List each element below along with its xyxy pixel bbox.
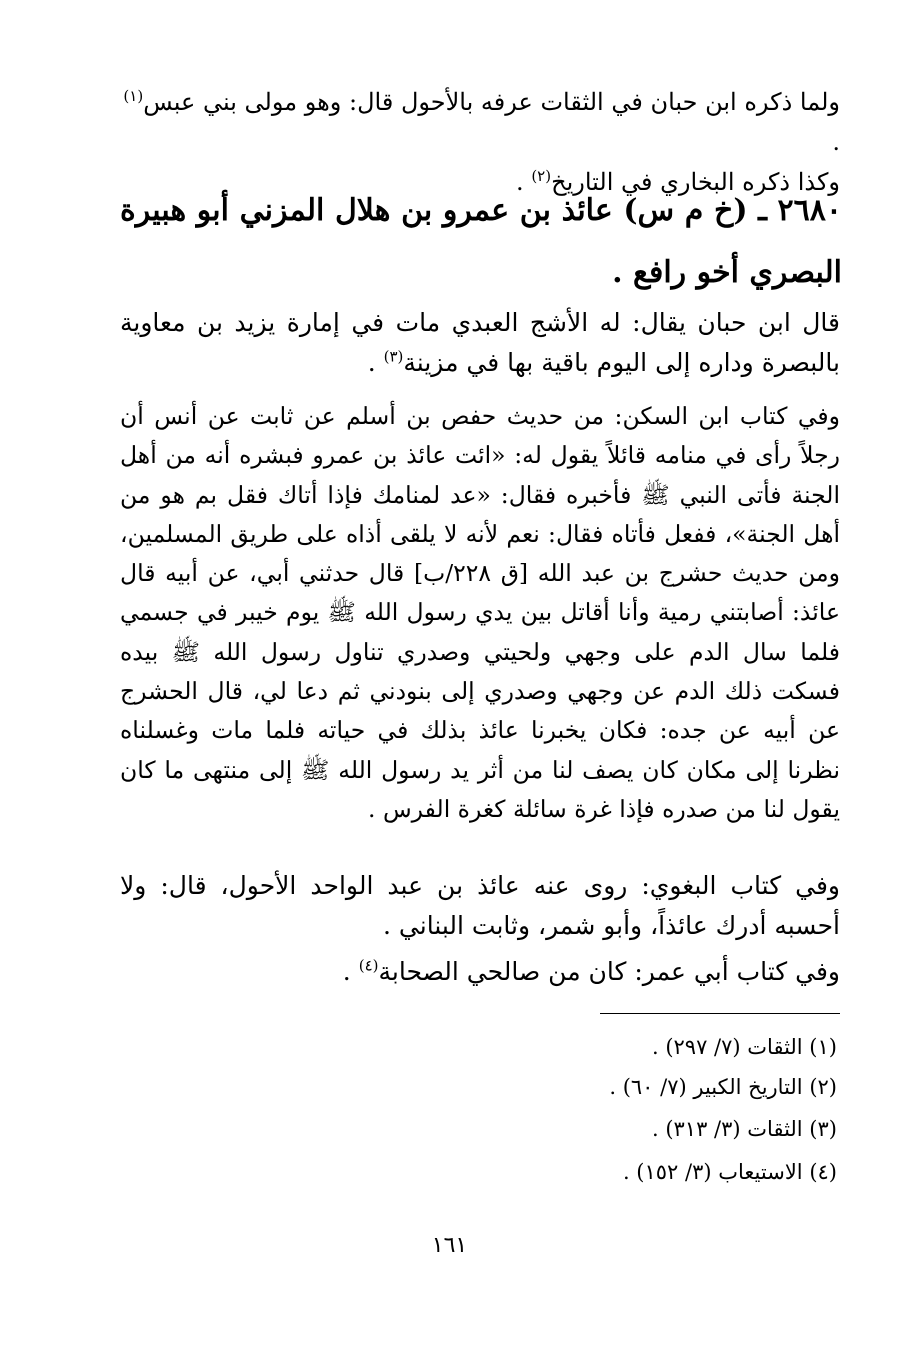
intro-line-1: ولما ذكره ابن حبان في الثقات عرفه بالأحول قال: وهو مولى بني عبس$^{(١)}$ .	[123, 87, 840, 156]
footnote-3: (٣) الثقات (٣/ ٣١٣) .	[651, 1117, 837, 1141]
paragraph-2: وفي كتاب ابن السكن: من حديث حفص بن أسلم عن ثابت عن أنس أن رجلاً رأى في منامه قائلاً يقول له: «ائت عائذ بن عمرو فبشره أنه من أهل الجنة فأتى النبي ﷺ فأخبره فقال: «عد لمنامك فإذا أتاك فقل بم هو من أهل الجنة»، ففعل فأتاه فقال: نعم لأنه لا يلقى أذاه على طريق المسلمين، ومن حديث حشرج بن عبد الله [ق ٢٢٨/ب] قال حدثني أبي، عن أبيه قال عائذ: أصابتني رمية وأنا أقاتل بين يدي رسول الله ﷺ يوم خيبر في جسمي فلما سال الدم على وجهي ولحيتي وصدري تناول رسول الله ﷺ بيده فسكت ذلك الدم عن وجهي وصدري إلى بنودني ثم دعا لي، قال الحشرج عن أبيه عن جده: فكان يخبرنا عائذ بذلك في حياته فلما مات وغسلناه نظرنا إلى مكان كان يصف لنا من أثر يد رسول الله ﷺ إلى منتهى ما كان يقول لنا من صدره فإذا غرة سائلة كغرة الفرس .	[120, 402, 840, 823]
footnote-1: (١) الثقات (٧/ ٢٩٧) .	[651, 1035, 837, 1059]
page-number: ١٦١	[431, 1233, 468, 1258]
paragraph-3: وفي كتاب البغوي: روى عنه عائذ بن عبد الواحد الأحول، قال: ولا أحسبه أدرك عائذاً، وأبو شمر، وثابت البناني .	[120, 871, 840, 940]
footnote-4: (٤) الاستيعاب (٣/ ١٥٢) .	[622, 1160, 837, 1184]
footnote-divider	[600, 1013, 840, 1014]
footnote-2: (٢) التاريخ الكبير (٧/ ٦٠) .	[609, 1075, 837, 1099]
paragraph-1: قال ابن حبان يقال: له الأشج العبدي مات في إمارة يزيد بن معاوية بالبصرة وداره إلى اليوم باقية بها في مزينة$^{(٣)}$ .	[120, 308, 840, 377]
footnote-ref-1[interactable]: (١)	[123, 87, 144, 105]
paragraph-4: وفي كتاب أبي عمر: كان من صالحي الصحابة$^{(٤)}$ .	[342, 956, 840, 986]
intro-line-2: وكذا ذكره البخاري في التاريخ$^{(٢)}$ .	[516, 167, 840, 196]
footnote-ref-2[interactable]: (٢)	[531, 167, 552, 185]
footnote-ref-3[interactable]: (٣)	[383, 347, 404, 366]
footnote-ref-4[interactable]: (٤)	[358, 956, 379, 975]
entry-heading: ٢٦٨٠ ـ (خ م س) عائذ بن عمرو بن هلال المزني أبو هبيرة البصري أخو رافع .	[120, 193, 842, 290]
